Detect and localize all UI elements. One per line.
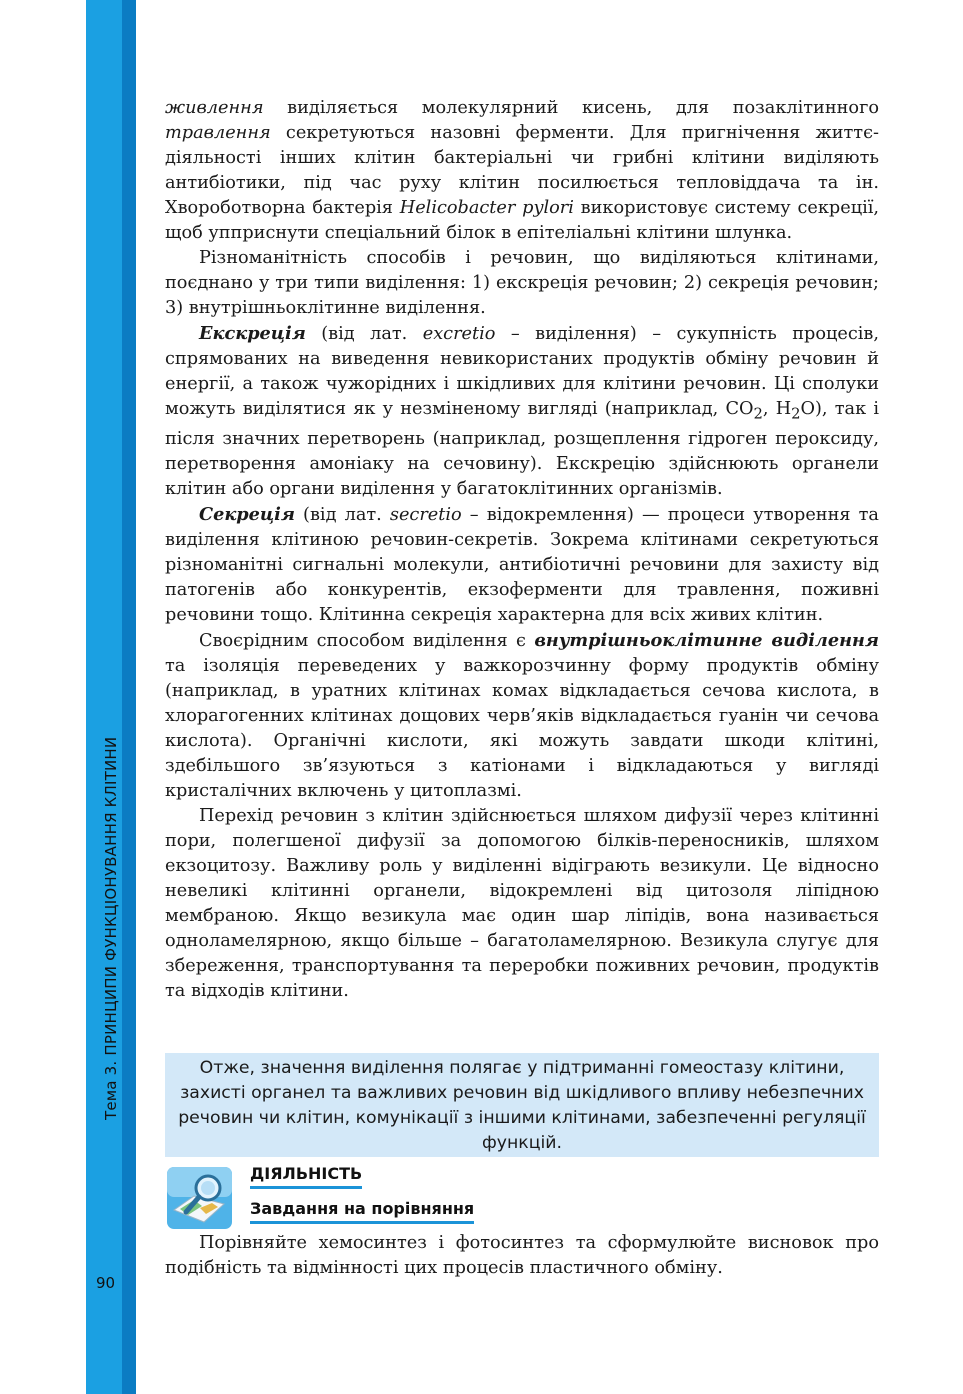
text-run: виділяється молекулярний кисень, для позаклітинного [263, 98, 879, 118]
term-intracellular: внутрішньоклітинне виділення [534, 629, 879, 651]
text-run: секретуються назовні ферменти. Для пригнічення життєдіяльності інших клітин бактеріальні чи грибні клітини виділяють антибіотики, під час руху клітин посилюється тепловіддача та ін. Хвороботворна бактерія [165, 123, 879, 218]
text-run: (від лат. [294, 504, 390, 525]
latin-secretio: secretio [389, 504, 462, 525]
term-digestion: травлення [165, 123, 271, 143]
subscript: 2 [753, 405, 763, 423]
task-heading: Завдання на порівняння [250, 1199, 474, 1224]
paragraph-1 [165, 96, 879, 246]
paragraph-5 [165, 628, 879, 804]
text-run: Перехід речовин з клітин здійснюється шляхом дифузії через клітинні пори, полегшеної дифузії за допомогою білків-переносників, шляхом екзоцитозу. Важливу роль у виділенні відіграють везикули. Це відносно невеликі клітинні органели, відокремлені від цитозоля ліпідною мембраною. Якщо везикула має один шар ліпідів, вона називається одноламелярною, якщо більше – багатоламелярною. Везикула слугує для збереження, транспортування та переробки поживних речовин, продуктів та відходів клітини. [165, 805, 879, 1001]
text-run: використовує систему секреції, щоб упприснути спеціальний білок в епітеліальні клітини шлунка. [165, 198, 879, 243]
text-run: Своєрідним способом виділення є [199, 630, 535, 651]
left-margin [0, 0, 86, 1394]
paragraph-2 [165, 246, 879, 321]
text-run: та ізоляція переведених у важкорозчинну форму продуктів обміну (наприклад, в уратних клітинах комах відкладається сечова кислота, в хлорагогенних клітинах дощових черв’яків відкладається гуанін чи сечова кислота). Органічні кислоти, які можуть завдати шкоди клітині, здебільшого зв’язуються з катіонами і відкладаються у вигляді кристалічних включень у цитоплазмі. [165, 655, 879, 801]
term-nutrition: живлення [165, 98, 264, 118]
main-text [165, 96, 879, 1004]
text-run: Різноманітність способів і речовин, що виділяються клітинами, поєднано у три типи виділення: 1) екскреція речовин; 2) секреція речовин; 3) внутрішньоклітинне виділення. [165, 248, 879, 318]
text-run: (від лат. [305, 324, 423, 344]
text-run: , H [762, 399, 792, 419]
activity-heading: ДІЯЛЬНІСТЬ [250, 1164, 362, 1189]
page-number: 90 [96, 1274, 116, 1292]
task-text: Порівняйте хемосинтез і фотосинтез та сформулюйте висновок про подібність та відмінності цих процесів пластичного обміну. [165, 1233, 879, 1278]
side-color-band [86, 0, 122, 1394]
text-run: O), так і після значних перетворень (наприклад, розщеплення гідроген пероксиду, перетворення амоніаку на сечовину). Екскрецію здійснюють органели клітин або органи виділення у багатоклітинних організмів. [165, 399, 879, 499]
text-run: – виділення) – сукупність процесів, спрямованих на виведення невикористаних продуктів обміну речовин й енергії, а також чужорідних і шкідливих для клітини речовин. Ці сполуки можуть виділятися як у незміненому вигляді (наприклад, CO [165, 324, 879, 419]
summary-box: Отже, значення виділення полягає у підтриманні гомеостазу клітини, захисті органел та важливих речовин від шкідливого впливу небезпечних речовин чи клітин, комунікації з іншими клітинами, забезпеченні регуляції функцій. [165, 1053, 879, 1157]
latin-excretio: excretio [422, 324, 496, 344]
paragraph-6 [165, 804, 879, 1004]
paragraph-4 [165, 502, 879, 628]
term-helicobacter: Helicobacter pylori [399, 198, 574, 218]
term-secretion: Секреція [199, 503, 295, 525]
magnifier-map-icon [166, 1166, 233, 1230]
side-color-stripe [122, 0, 136, 1394]
text-run: – відокремлення) — процеси утворення та виділення клітиною речовин-секретів. Зокрема клітинами секретуються різноманітні сигнальні молекули, антибіотичні речовини для захисту від патогенів або конкурентів, екзоферменти для травлення, поживні речовини тощо. Клітинна секреція характерна для всіх живих клітин. [165, 504, 879, 625]
term-excretion: Екскреція [199, 323, 306, 344]
paragraph-3 [165, 321, 879, 502]
chapter-topic-label: Тема 3. ПРИНЦИПИ ФУНКЦІОНУВАННЯ КЛІТИНИ [102, 736, 120, 1120]
subscript: 2 [791, 405, 801, 423]
